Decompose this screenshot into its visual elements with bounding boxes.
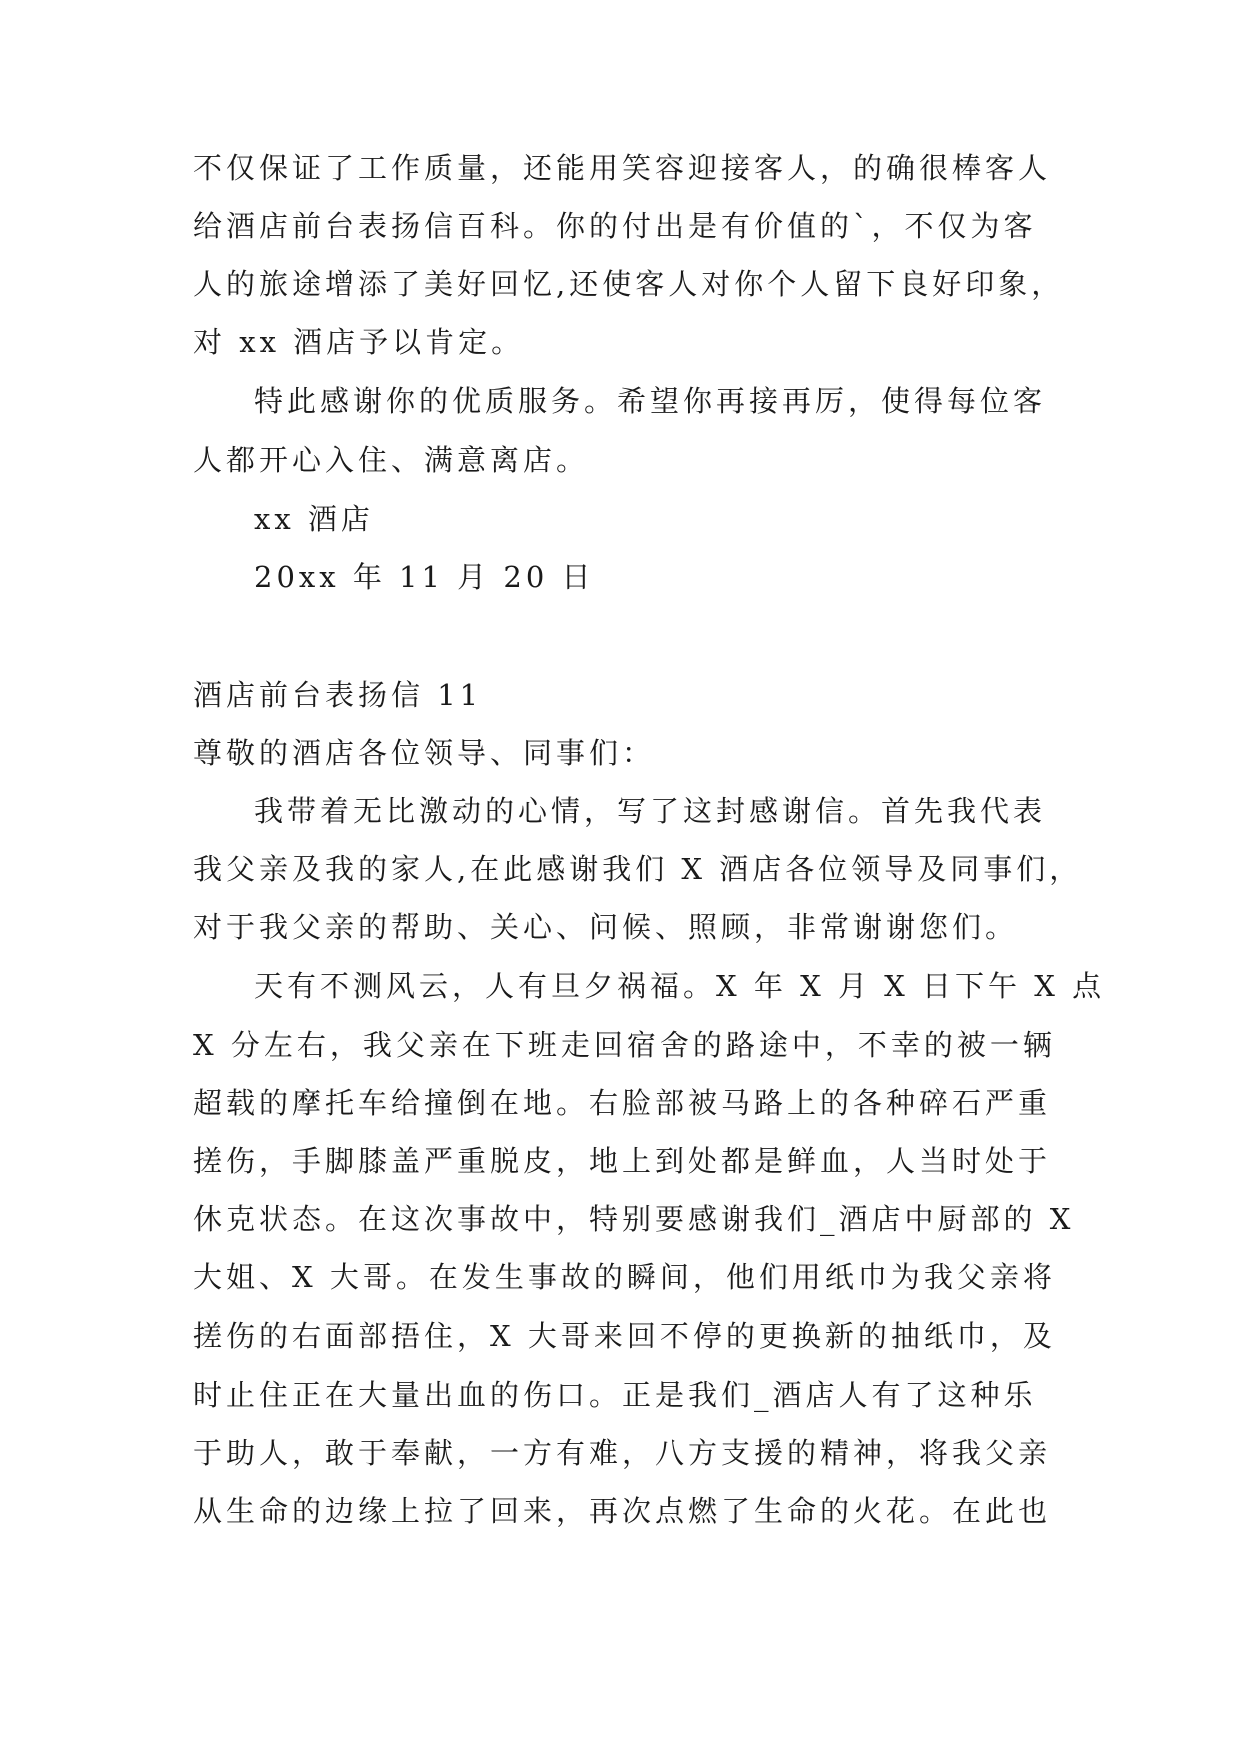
paragraph-line: 于助人，敢于奉献，一方有难，八方支援的精神，将我父亲 — [193, 1436, 1052, 1470]
paragraph-line: 我带着无比激动的心情，写了这封感谢信。首先我代表 — [254, 794, 1047, 828]
paragraph-line: 搓伤的右面部捂住，X 大哥来回不停的更换新的抽纸巾，及 — [193, 1319, 1056, 1353]
paragraph-line: 时止住正在大量出血的伤口。正是我们_酒店人有了这种乐 — [193, 1378, 1037, 1412]
section-title: 酒店前台表扬信 11 — [193, 678, 483, 712]
paragraph-line: 人的旅途增添了美好回忆,还使客人对你个人留下良好印象， — [193, 267, 1065, 301]
paragraph-line: 不仅保证了工作质量，还能用笑容迎接客人，的确很棒客人 — [193, 151, 1052, 185]
paragraph-line: 我父亲及我的家人,在此感谢我们 X 酒店各位领导及同事们， — [193, 852, 1083, 886]
paragraph-line: 天有不测风云，人有旦夕祸福。X 年 X 月 X 日下午 X 点 — [254, 969, 1106, 1003]
salutation: 尊敬的酒店各位领导、同事们： — [193, 736, 656, 770]
paragraph-line: 特此感谢你的优质服务。希望你再接再厉，使得每位客 — [254, 384, 1047, 418]
paragraph-line: X 分左右，我父亲在下班走回宿舍的路途中，不幸的被一辆 — [193, 1028, 1056, 1062]
paragraph-line: 搓伤，手脚膝盖严重脱皮，地上到处都是鲜血，人当时处于 — [193, 1144, 1052, 1178]
paragraph-line: 人都开心入住、满意离店。 — [193, 443, 590, 477]
signature-date: 20xx 年 11 月 20 日 — [254, 560, 595, 594]
paragraph-line: 超载的摩托车给撞倒在地。右脸部被马路上的各种碎石严重 — [193, 1086, 1052, 1120]
paragraph-line: 对于我父亲的帮助、关心、问候、照顾，非常谢谢您们。 — [193, 910, 1019, 944]
paragraph-line: 大姐、X 大哥。在发生事故的瞬间，他们用纸巾为我父亲将 — [193, 1260, 1056, 1294]
paragraph-line: 对 xx 酒店予以肯定。 — [193, 325, 525, 359]
signature-hotel: xx 酒店 — [254, 502, 374, 536]
paragraph-line: 休克状态。在这次事故中，特别要感谢我们_酒店中厨部的 X — [193, 1202, 1075, 1236]
paragraph-line: 给酒店前台表扬信百科。你的付出是有价值的`，不仅为客 — [193, 209, 1037, 243]
paragraph-line: 从生命的边缘上拉了回来，再次点燃了生命的火花。在此也 — [193, 1494, 1052, 1528]
